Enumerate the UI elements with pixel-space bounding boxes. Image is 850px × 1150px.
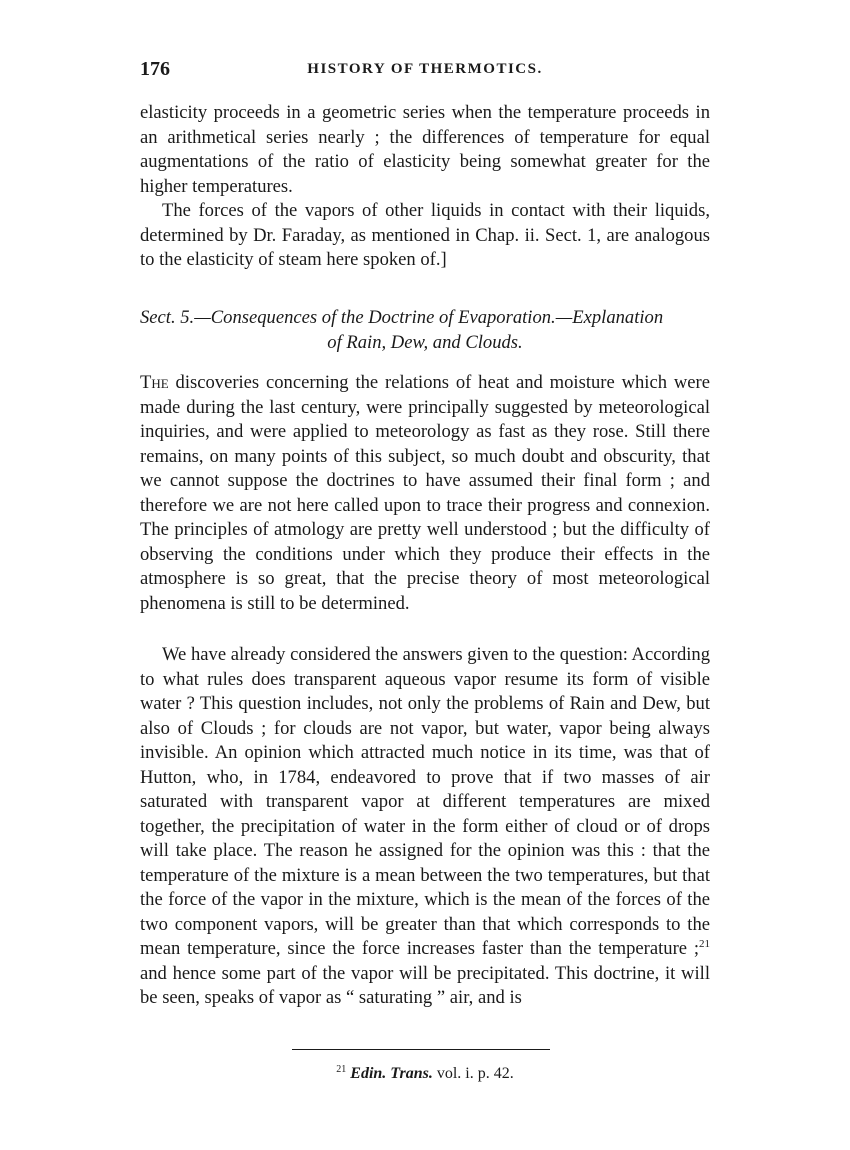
paragraph-text: The forces of the vapors of other liquids in contact with their liquids, determined by Dr. Faraday, as mentioned in Chap. ii. Sect. 1, are analogous to the elasticity of steam here spoken of.] — [140, 200, 710, 270]
section-heading — [140, 306, 710, 355]
page-header — [140, 58, 710, 88]
page-number: 176 — [140, 58, 170, 80]
footnote-detail: vol. i. p. 42. — [432, 1065, 514, 1082]
paragraph-discoveries — [140, 371, 710, 616]
footnote — [140, 1064, 710, 1084]
section-title-line-1: —Consequences of the Doctrine of Evaporation.—Explanation — [194, 307, 664, 328]
footnote-marker: 21 — [336, 1064, 347, 1075]
running-head: HISTORY OF THERMOTICS. — [307, 61, 543, 77]
footnote-divider — [292, 1049, 550, 1050]
section-title-line-2: of Rain, Dew, and Clouds. — [327, 331, 523, 353]
paragraph-text: elasticity proceeds in a geometric series when the temperature proceeds in an arithmetical series nearly ; the differences of temperature for equal augmentations of the ratio of elasticity being somewhat greater for the higher temperatures. — [140, 102, 710, 197]
section-label: Sect. 5. — [140, 307, 195, 328]
paragraph-hutton — [140, 643, 710, 1011]
paragraph-text: discoveries concerning the relations of heat and moisture which were made during the last century, were principally suggested by meteorological inquiries, and were applied to meteorology as fast as they rose. Still there remains, on many points of this subject, so much doubt and obscurity, that we cannot suppose the doctrines to have assumed their final form ; and therefore we are not here called upon to trace their progress and connexion. The principles of atmology are pretty well understood ; but the difficulty of observing the conditions under which they produce their effects in the atmosphere is so great, that the precise theory of most meteorological phenomena is still to be determined. — [140, 372, 710, 614]
paragraph-continued — [140, 101, 710, 199]
paragraph-text: We have already considered the answers given to the question: According to what rules does transparent aqueous vapor resume its form of visible water ? This question includes, not only the problems of Rain and Dew, but also of Clouds ; for clouds are not vapor, but water, vapor being always invisible. An opinion which attracted much notice in its time, was that of Hutton, who, in 1784, endeavored to prove that if two masses of air saturated with transparent vapor at different temperatures are mixed together, the precipitation of water in the form either of cloud or of drops will take place. The reason he assigned for the opinion was this : that the temperature of the mixture is a mean between the two temperatures, but that the force of the vapor in the mixture, which is the mean of the forces of the two component vapors, will be greater than that which corresponds to the mean temperature, since the force increases faster than the temperature ; — [140, 644, 710, 959]
footnote-reference: 21 — [699, 938, 710, 950]
footnote-source: Edin. Trans. — [350, 1065, 433, 1082]
paragraph-faraday — [140, 199, 710, 273]
paragraph-text-continued: and hence some part of the vapor will be precipitated. This doctrine, it will be seen, speaks of vapor as “ saturating ” air, and is — [140, 962, 710, 1008]
lead-word: The — [140, 372, 169, 393]
